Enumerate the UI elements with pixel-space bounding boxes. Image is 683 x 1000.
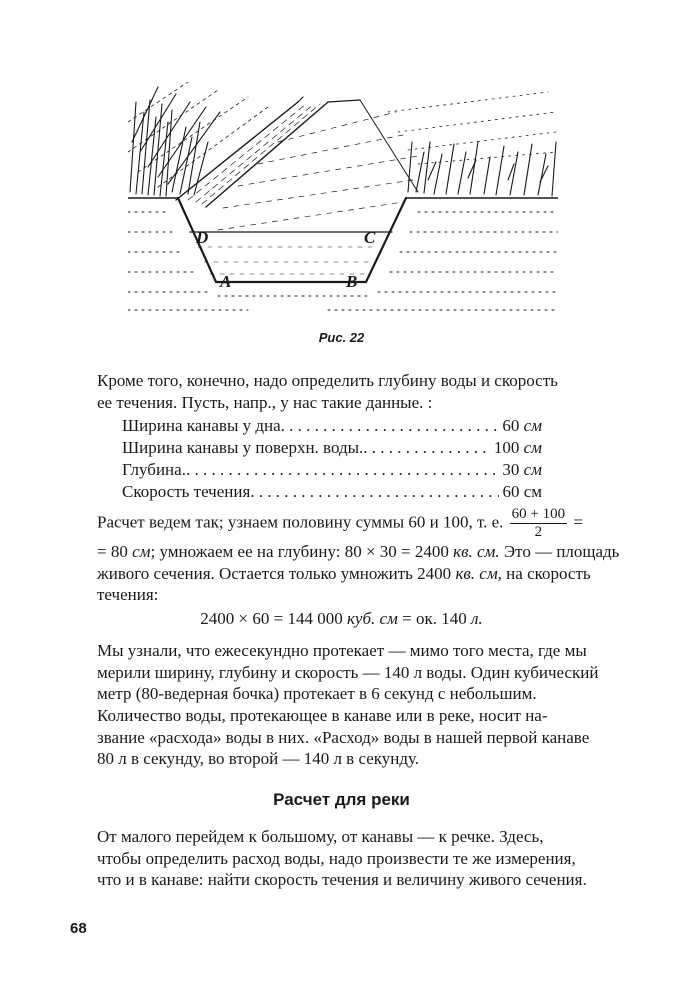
intro-paragraph [97,370,599,413]
table-row [122,437,542,459]
calc-line: течения: [97,585,159,605]
row-label: Ширина канавы у поверхн. воды. [122,438,364,457]
text-line: звание «расхода» воды в них. «Расход» воды в нашей первой канаве [97,727,590,747]
point-b-label: B [346,272,358,291]
row-value: 100 см [493,438,542,457]
section-heading: Расчет для реки [273,790,410,809]
text-line: чтобы определить расход воды, надо произвести те же измерения, [97,848,576,868]
discharge-paragraph [97,705,599,770]
row-value: 60 см [502,482,542,501]
table-row [122,481,542,503]
calc-line: = 80 см; умножаем ее на глубину: 80 × 30 = 2400 кв. см. Это — площадь [97,542,620,561]
row-value: 60 см [502,416,542,435]
text-line: Мы узнали, что ежесекундно протекает — мимо того места, где мы [97,641,587,660]
page-number: 68 [70,920,87,937]
result-paragraph [97,640,599,705]
text-line: что и в канаве: найти скорость течения и величину живого сечения. [97,870,587,890]
intro-line: Кроме того, конечно, надо определить глубину воды и скорость [97,371,558,390]
volume-formula: 2400 × 60 = 144 000 куб. см = ок. 140 л. [200,609,483,628]
text-line: 80 л в секунду, во второй — 140 л в секунду. [97,749,420,769]
point-d-label: D [196,228,209,247]
figure-caption: Рис. 22 [318,330,365,345]
point-c-label: C [364,228,376,247]
row-label: Скорость течения [122,482,251,501]
calculation-paragraph [97,506,620,606]
fraction: $\frac{60 + 100}{2}$ [511,506,566,540]
river-paragraph [97,826,599,891]
row-label: Глубина. [122,460,186,479]
row-label: Ширина канавы у дна [122,416,281,435]
intro-line: ее течения. Пусть, напр., у нас такие данные. : [97,392,433,412]
ditch-illustration [128,82,558,320]
calc-line: живого сечения. Остается только умножить 2400 кв. см, на скорость [97,563,591,583]
table-row [122,459,542,481]
row-value: 30 см [502,460,542,479]
text-line: мерили ширину, глубину и скорость — 140 л воды. Один кубический [97,662,599,682]
table-row [122,415,542,437]
point-a-label: A [220,272,232,291]
calc-line: Расчет ведем так; узнаем половину суммы 60 и 100, т. е. $\frac{60 + 100}{2}$ = [97,506,583,540]
measurements-table [122,415,542,503]
text-line: От малого перейдем к большому, от канавы — к речке. Здесь, [97,827,544,846]
text-line: Количество воды, протекающее в канаве или в реке, носит на- [97,706,548,725]
text-line: метр (80-ведерная бочка) протекает в 6 секунд с небольшим. [97,684,537,704]
